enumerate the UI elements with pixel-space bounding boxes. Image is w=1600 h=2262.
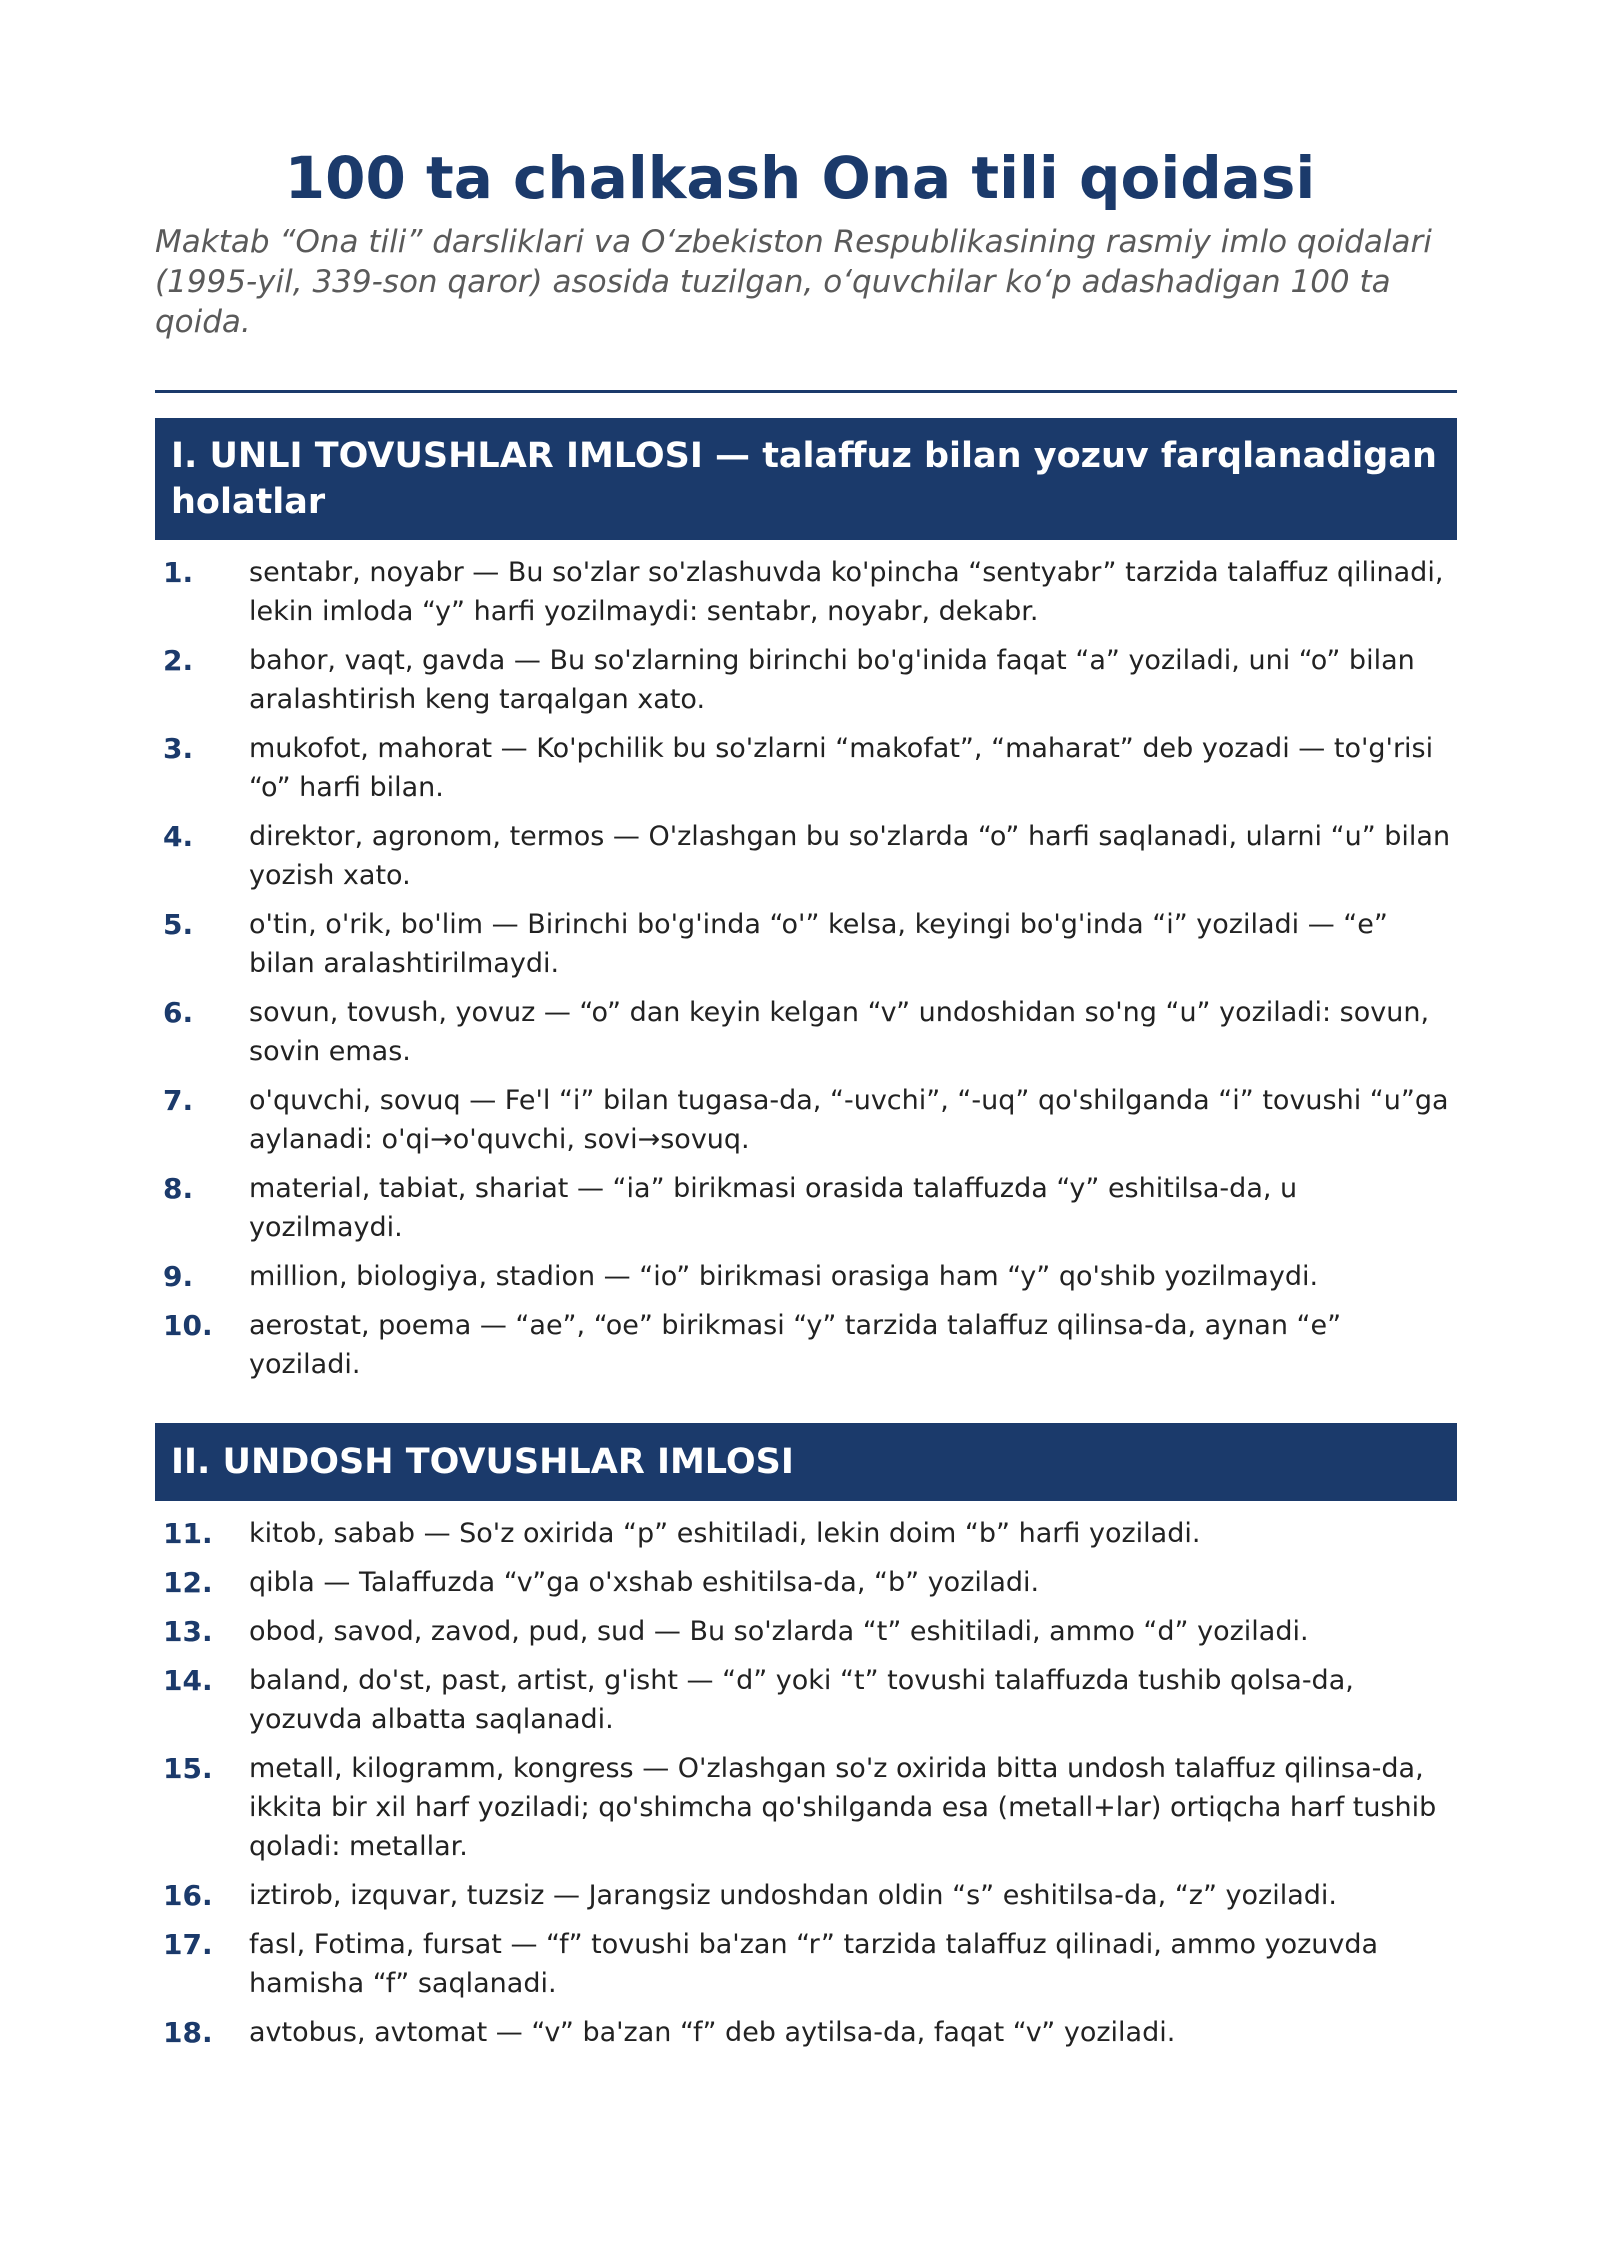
rule-number: 7. xyxy=(163,1084,194,1117)
rule-item xyxy=(155,1257,1457,1296)
rule-text: iztirob, izquvar, tuzsiz — Jarangsiz undoshdan oldin “s” eshitilsa-da, “z” yoziladi. xyxy=(249,1880,1337,1911)
rule-number: 4. xyxy=(163,820,194,853)
rule-text: o'quvchi, sovuq — Fe'l “i” bilan tugasa-da, “-uvchi”, “-uq” qo'shilganda “i” tovushi “u”ga aylanadi: o'qi→o'quvchi, sovi→sovuq. xyxy=(249,1085,1449,1155)
rule-item xyxy=(155,1169,1457,1247)
rule-text: mukofot, mahorat — Ko'pchilik bu so'zlarni “makofat”, “maharat” deb yozadi — to'g'risi “o” harfi bilan. xyxy=(249,733,1434,803)
rule-number: 17. xyxy=(163,1928,213,1961)
rule-number: 5. xyxy=(163,908,194,941)
rule-text: o'tin, o'rik, bo'lim — Birinchi bo'g'inda “o'” kelsa, keyingi bo'g'inda “i” yoziladi — “e” bilan aralashtirilmaydi. xyxy=(249,909,1388,979)
rule-text: obod, savod, zavod, pud, sud — Bu so'zlarda “t” eshitiladi, ammo “d” yoziladi. xyxy=(249,1616,1309,1647)
rule-item xyxy=(155,1612,1457,1651)
rules-list-consonants xyxy=(155,1514,1457,2062)
rule-item xyxy=(155,993,1457,1071)
rule-number: 12. xyxy=(163,1566,213,1599)
rule-number: 3. xyxy=(163,732,194,765)
rule-number: 6. xyxy=(163,996,194,1029)
rule-item xyxy=(155,905,1457,983)
title-divider xyxy=(155,390,1457,393)
page-subtitle: Maktab “Ona tili” darsliklari va O‘zbekiston Respublikasining rasmiy imlo qoidalari (1995-yil, 339-son qaror) asosida tuzilgan, o‘quvchilar ko‘p adashadigan 100 ta qoida. xyxy=(155,224,1432,340)
section-header-consonants: II. UNDOSH TOVUSHLAR IMLOSI xyxy=(155,1423,1457,1501)
rule-item xyxy=(155,1563,1457,1602)
rule-item xyxy=(155,2013,1457,2052)
rule-text: qibla — Talaffuzda “v”ga o'xshab eshitilsa-da, “b” yoziladi. xyxy=(249,1567,1040,1598)
rule-text: sentabr, noyabr — Bu so'zlar so'zlashuvda ko'pincha “sentyabr” tarzida talaffuz qilinadi, lekin imloda “y” harfi yozilmaydi: sentabr, noyabr, dekabr. xyxy=(249,557,1444,627)
section-header-vowels: I. UNLI TOVUSHLAR IMLOSI — talaffuz bilan yozuv farqlanadigan holatlar xyxy=(155,418,1457,540)
rule-item xyxy=(155,1306,1457,1384)
rule-number: 13. xyxy=(163,1615,213,1648)
rule-text: direktor, agronom, termos — O'zlashgan bu so'zlarda “o” harfi saqlanadi, ularni “u” bilan yozish xato. xyxy=(249,821,1451,891)
rule-number: 1. xyxy=(163,556,194,589)
rule-number: 11. xyxy=(163,1517,213,1550)
rule-item xyxy=(155,1661,1457,1739)
rule-item xyxy=(155,641,1457,719)
rule-number: 2. xyxy=(163,644,194,677)
rule-item xyxy=(155,1514,1457,1553)
rule-item xyxy=(155,1876,1457,1915)
rule-text: kitob, sabab — So'z oxirida “p” eshitiladi, lekin doim “b” harfi yoziladi. xyxy=(249,1518,1201,1549)
rule-number: 8. xyxy=(163,1172,194,1205)
rule-text: metall, kilogramm, kongress — O'zlashgan so'z oxirida bitta undosh talaffuz qilinsa-da, ikkita bir xil harf yoziladi; qo'shimcha qo'shilganda esa (metall+lar) ortiqcha harf tushib qoladi: metallar. xyxy=(249,1753,1437,1862)
rule-number: 18. xyxy=(163,2016,213,2049)
rule-number: 10. xyxy=(163,1309,213,1342)
rule-item xyxy=(155,817,1457,895)
rule-text: fasl, Fotima, fursat — “f” tovushi ba'zan “r” tarzida talaffuz qilinadi, ammo yozuvda hamisha “f” saqlanadi. xyxy=(249,1929,1379,1999)
rule-text: aerostat, poema — “ae”, “oe” birikmasi “y” tarzida talaffuz qilinsa-da, aynan “e” yoziladi. xyxy=(249,1310,1342,1380)
page-title: 100 ta chalkash Ona tili qoidasi xyxy=(284,144,1316,212)
rule-number: 15. xyxy=(163,1752,213,1785)
rule-number: 14. xyxy=(163,1664,213,1697)
rule-text: bahor, vaqt, gavda — Bu so'zlarning birinchi bo'g'inida faqat “a” yoziladi, uni “o” bilan aralashtirish keng tarqalgan xato. xyxy=(249,645,1415,715)
rule-text: sovun, tovush, yovuz — “o” dan keyin kelgan “v” undoshidan so'ng “u” yoziladi: sovun, sovin emas. xyxy=(249,997,1430,1067)
rule-item xyxy=(155,729,1457,807)
rule-item xyxy=(155,1925,1457,2003)
rule-text: avtobus, avtomat — “v” ba'zan “f” deb aytilsa-da, faqat “v” yoziladi. xyxy=(249,2017,1176,2048)
rule-item xyxy=(155,553,1457,631)
rule-number: 16. xyxy=(163,1879,213,1912)
rule-text: million, biologiya, stadion — “io” birikmasi orasiga ham “y” qo'shib yozilmaydi. xyxy=(249,1261,1319,1292)
rule-item xyxy=(155,1081,1457,1159)
rule-text: material, tabiat, shariat — “ia” birikmasi orasida talaffuzda “y” eshitilsa-da, u yozilmaydi. xyxy=(249,1173,1298,1243)
rules-list-vowels xyxy=(155,553,1457,1394)
rule-item xyxy=(155,1749,1457,1866)
rule-number: 9. xyxy=(163,1260,194,1293)
rule-text: baland, do'st, past, artist, g'isht — “d” yoki “t” tovushi talaffuzda tushib qolsa-da, yozuvda albatta saqlanadi. xyxy=(249,1665,1354,1735)
